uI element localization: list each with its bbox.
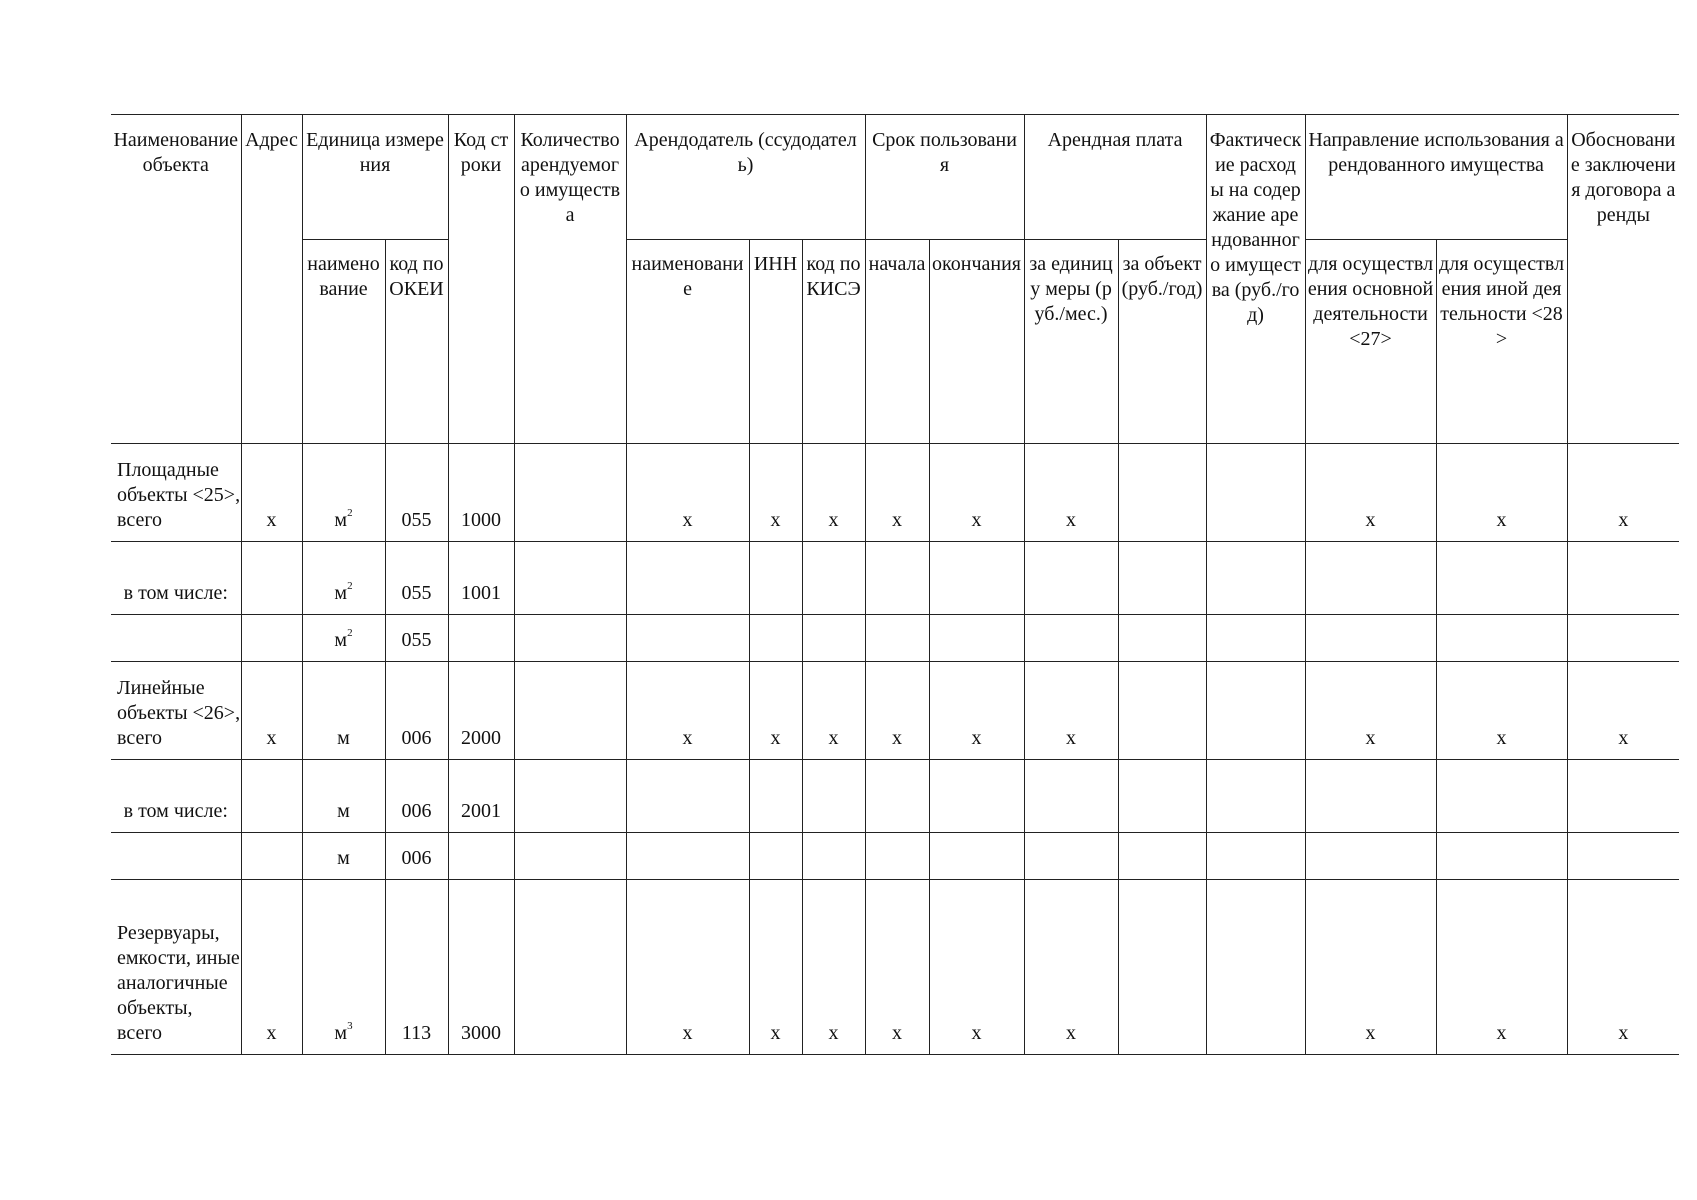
rent-per-object-cell: [1118, 444, 1206, 542]
usage-other-cell: [1436, 615, 1567, 662]
header-rent: Арендная плата: [1024, 115, 1206, 240]
table-header: [111, 115, 1679, 444]
rent-per-object-cell: [1118, 615, 1206, 662]
term-end-cell: [929, 542, 1024, 615]
term-start-cell: х: [865, 662, 929, 760]
lessor-kiso-cell: [802, 760, 865, 833]
table-row: [111, 615, 1679, 662]
address-cell: х: [241, 662, 302, 760]
usage-main-cell: [1305, 542, 1436, 615]
usage-other-cell: [1436, 760, 1567, 833]
header-actual-costs: Фактические расходы на содержание арендованного имущества (руб./год): [1206, 115, 1305, 444]
table-row: [111, 444, 1679, 542]
table-row: [111, 542, 1679, 615]
unit-name-cell: $м^2$: [302, 615, 385, 662]
usage-main-cell: х: [1305, 880, 1436, 1055]
table-row: [111, 833, 1679, 880]
line-code-cell: 2000: [448, 662, 514, 760]
usage-main-cell: х: [1305, 444, 1436, 542]
usage-other-cell: [1436, 542, 1567, 615]
quantity-cell: [514, 880, 626, 1055]
header-usage-other: для осуществления иной деятельности <28>: [1436, 240, 1567, 444]
lessor-name-cell: [626, 542, 749, 615]
okei-cell: 006: [385, 833, 448, 880]
header-unit-okei: код по ОКЕИ: [385, 240, 448, 444]
header-lessor-inn: ИНН: [749, 240, 802, 444]
line-code-cell: [448, 615, 514, 662]
lessor-kiso-cell: [802, 542, 865, 615]
term-start-cell: [865, 615, 929, 662]
actual-costs-cell: [1206, 542, 1305, 615]
header-term-start: начала: [865, 240, 929, 444]
term-start-cell: [865, 833, 929, 880]
okei-cell: 055: [385, 542, 448, 615]
object-name: [111, 833, 241, 880]
address-cell: [241, 833, 302, 880]
quantity-cell: [514, 615, 626, 662]
term-end-cell: [929, 615, 1024, 662]
lessor-kiso-cell: [802, 615, 865, 662]
line-code-cell: 1001: [448, 542, 514, 615]
okei-cell: 006: [385, 760, 448, 833]
table-row: [111, 760, 1679, 833]
lessor-name-cell: х: [626, 444, 749, 542]
justification-cell: [1567, 542, 1679, 615]
lessor-inn-cell: [749, 760, 802, 833]
term-end-cell: х: [929, 880, 1024, 1055]
term-end-cell: х: [929, 444, 1024, 542]
header-rent-per-unit: за единицу меры (руб./мес.): [1024, 240, 1118, 444]
object-name: Площадные объекты <25>, всего: [111, 444, 241, 542]
header-unit: Единица измерения: [302, 115, 448, 240]
rent-per-unit-cell: [1024, 615, 1118, 662]
okei-cell: 055: [385, 444, 448, 542]
term-start-cell: х: [865, 880, 929, 1055]
justification-cell: [1567, 615, 1679, 662]
rent-per-object-cell: [1118, 662, 1206, 760]
actual-costs-cell: [1206, 880, 1305, 1055]
header-unit-name: наименование: [302, 240, 385, 444]
rent-per-unit-cell: х: [1024, 662, 1118, 760]
quantity-cell: [514, 833, 626, 880]
term-start-cell: х: [865, 444, 929, 542]
header-quantity: Количество арендуемого имущества: [514, 115, 626, 444]
term-start-cell: [865, 542, 929, 615]
object-name: [111, 615, 241, 662]
justification-cell: [1567, 760, 1679, 833]
term-end-cell: [929, 760, 1024, 833]
lessor-inn-cell: [749, 542, 802, 615]
usage-main-cell: [1305, 833, 1436, 880]
address-cell: [241, 760, 302, 833]
rent-per-object-cell: [1118, 542, 1206, 615]
usage-main-cell: [1305, 760, 1436, 833]
lessor-inn-cell: х: [749, 880, 802, 1055]
unit-name-cell: $м^2$: [302, 542, 385, 615]
lessor-name-cell: [626, 833, 749, 880]
line-code-cell: [448, 833, 514, 880]
rent-per-object-cell: [1118, 880, 1206, 1055]
address-cell: [241, 615, 302, 662]
address-cell: х: [241, 444, 302, 542]
lessor-kiso-cell: х: [802, 662, 865, 760]
rent-per-object-cell: [1118, 760, 1206, 833]
quantity-cell: [514, 542, 626, 615]
okei-cell: 006: [385, 662, 448, 760]
lessor-kiso-cell: х: [802, 880, 865, 1055]
rent-per-object-cell: [1118, 833, 1206, 880]
table-row: [111, 880, 1679, 1055]
rented-property-table: [111, 114, 1679, 1055]
header-usage: Направление использования арендованного имущества: [1305, 115, 1567, 240]
unit-name-cell: $м^3$: [302, 880, 385, 1055]
okei-cell: 113: [385, 880, 448, 1055]
object-name: в том числе:: [111, 542, 241, 615]
unit-name-cell: м: [302, 662, 385, 760]
lessor-name-cell: [626, 615, 749, 662]
object-name: Линейные объекты <26>, всего: [111, 662, 241, 760]
lessor-name-cell: [626, 760, 749, 833]
usage-other-cell: [1436, 833, 1567, 880]
header-usage-main: для осуществления основной деятельности <27>: [1305, 240, 1436, 444]
quantity-cell: [514, 662, 626, 760]
actual-costs-cell: [1206, 833, 1305, 880]
lessor-inn-cell: [749, 615, 802, 662]
unit-name-cell: $м^2$: [302, 444, 385, 542]
usage-main-cell: х: [1305, 662, 1436, 760]
header-line-code: Код строки: [448, 115, 514, 444]
usage-main-cell: [1305, 615, 1436, 662]
actual-costs-cell: [1206, 662, 1305, 760]
address-cell: [241, 542, 302, 615]
justification-cell: [1567, 833, 1679, 880]
unit-name-cell: м: [302, 833, 385, 880]
lessor-inn-cell: [749, 833, 802, 880]
header-rent-per-object: за объект (руб./год): [1118, 240, 1206, 444]
usage-other-cell: х: [1436, 880, 1567, 1055]
lessor-name-cell: х: [626, 662, 749, 760]
header-lessor: Арендодатель (ссудодатель): [626, 115, 865, 240]
table-row: [111, 662, 1679, 760]
term-start-cell: [865, 760, 929, 833]
lessor-kiso-cell: х: [802, 444, 865, 542]
unit-name-cell: м: [302, 760, 385, 833]
line-code-cell: 2001: [448, 760, 514, 833]
header-lessor-kiso: код по КИСЭ: [802, 240, 865, 444]
term-end-cell: [929, 833, 1024, 880]
rent-per-unit-cell: [1024, 760, 1118, 833]
object-name: в том числе:: [111, 760, 241, 833]
justification-cell: х: [1567, 444, 1679, 542]
header-object-name: Наименование объекта: [111, 115, 241, 444]
lessor-kiso-cell: [802, 833, 865, 880]
table-body: [111, 444, 1679, 1055]
object-name: Резервуары, емкости, иные аналогичные объекты, всего: [111, 880, 241, 1055]
actual-costs-cell: [1206, 760, 1305, 833]
usage-other-cell: х: [1436, 662, 1567, 760]
header-lessor-name: наименование: [626, 240, 749, 444]
line-code-cell: 1000: [448, 444, 514, 542]
rent-per-unit-cell: х: [1024, 444, 1118, 542]
line-code-cell: 3000: [448, 880, 514, 1055]
okei-cell: 055: [385, 615, 448, 662]
address-cell: х: [241, 880, 302, 1055]
term-end-cell: х: [929, 662, 1024, 760]
lessor-inn-cell: х: [749, 662, 802, 760]
header-justification: Обоснование заключения договора аренды: [1567, 115, 1679, 444]
lessor-inn-cell: х: [749, 444, 802, 542]
actual-costs-cell: [1206, 615, 1305, 662]
rent-per-unit-cell: [1024, 833, 1118, 880]
usage-other-cell: х: [1436, 444, 1567, 542]
justification-cell: х: [1567, 880, 1679, 1055]
header-term: Срок пользования: [865, 115, 1024, 240]
justification-cell: х: [1567, 662, 1679, 760]
rent-per-unit-cell: х: [1024, 880, 1118, 1055]
actual-costs-cell: [1206, 444, 1305, 542]
header-term-end: окончания: [929, 240, 1024, 444]
header-address: Адрес: [241, 115, 302, 444]
quantity-cell: [514, 444, 626, 542]
quantity-cell: [514, 760, 626, 833]
lessor-name-cell: х: [626, 880, 749, 1055]
rent-per-unit-cell: [1024, 542, 1118, 615]
